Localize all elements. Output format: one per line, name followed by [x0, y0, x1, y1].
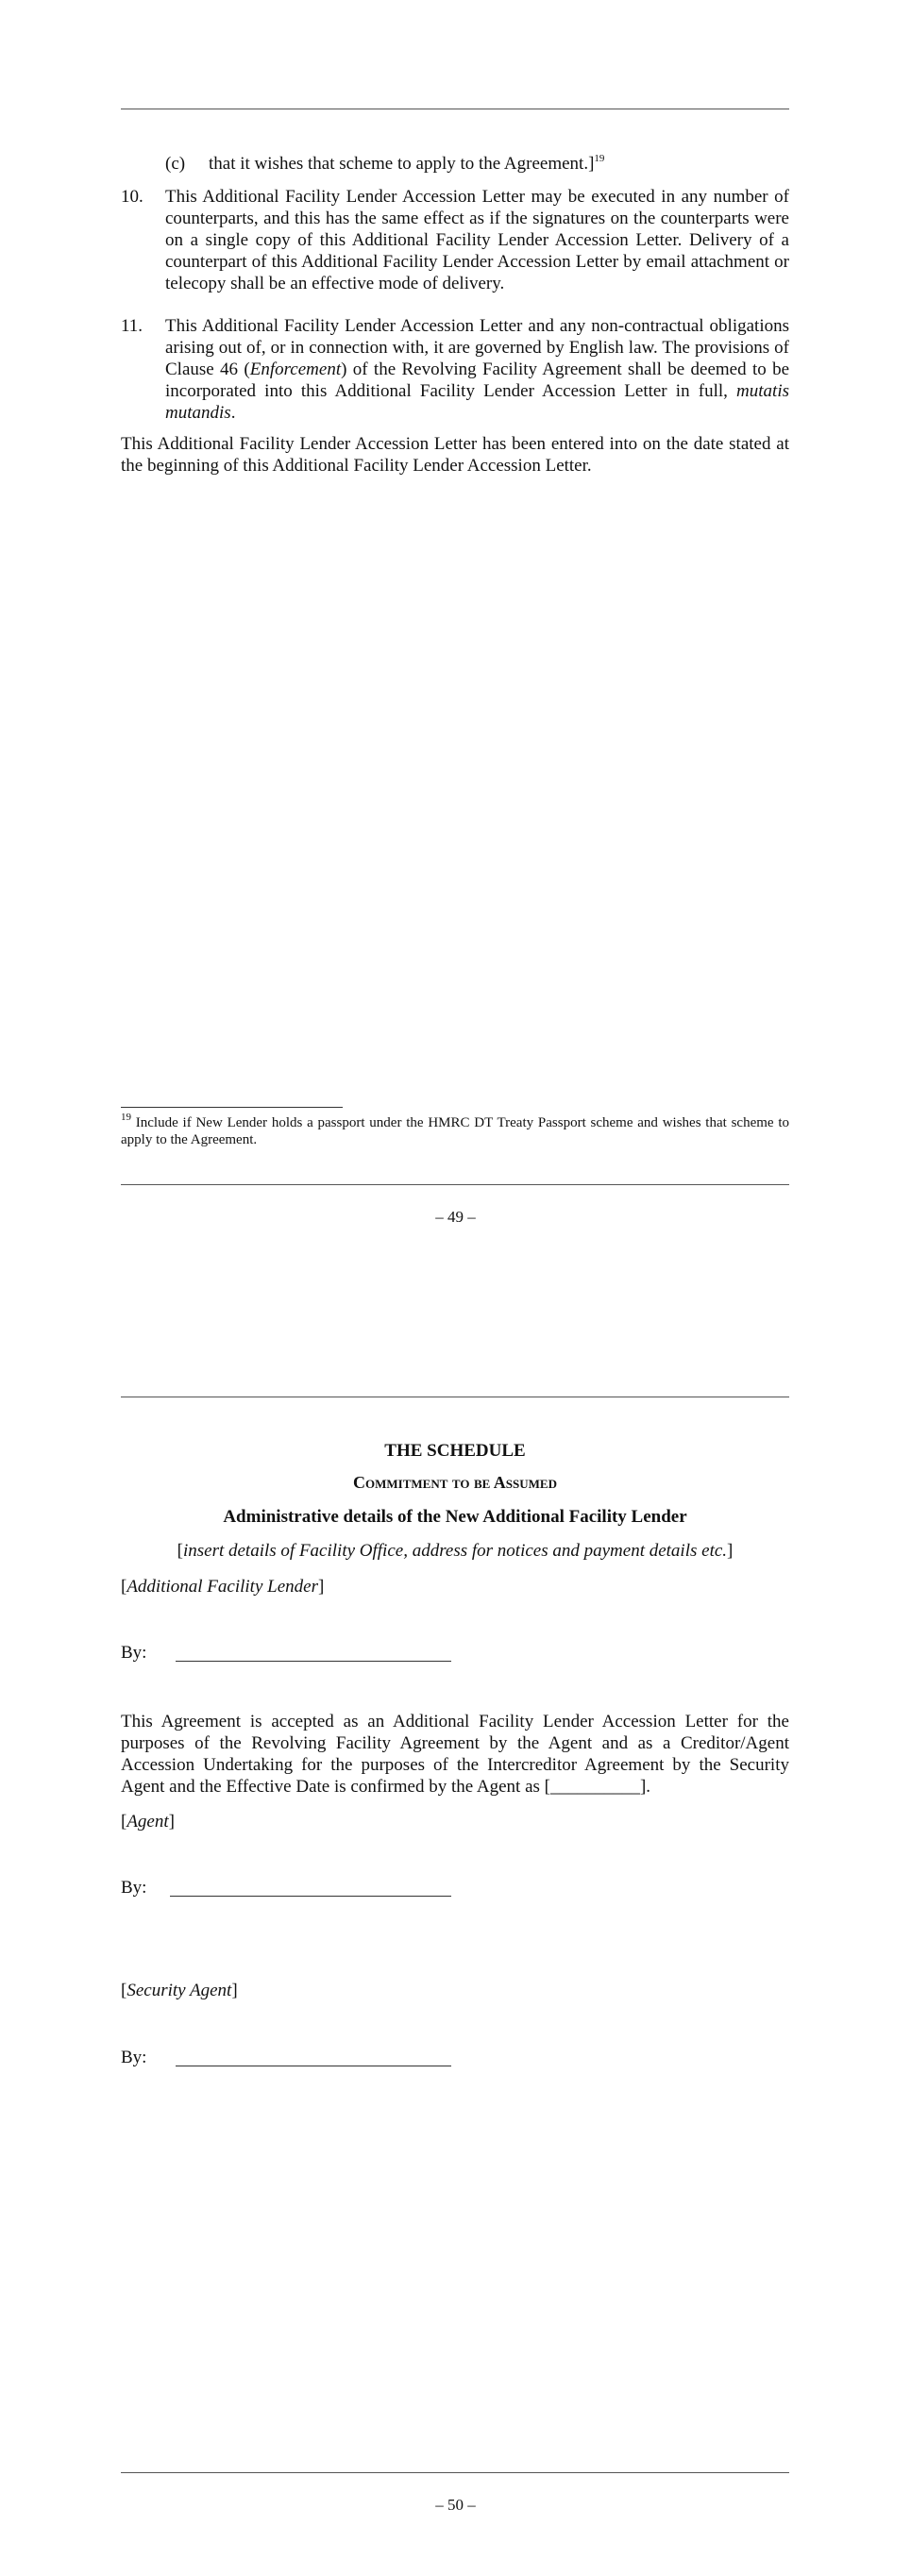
- clause-10-text: This Additional Facility Lender Accession Letter may be executed in any number of counterparts, and this has the same effect as if the signatures on the counterparts were on a single copy of this Additional Facility Lender Accession Letter. Delivery of a counterpart of this Additional Facility Lender Accession Letter by email attachment or telecopy shall be an effective mode of delivery.: [165, 187, 789, 293]
- schedule-subtitle: Commitment to be Assumed: [353, 1473, 557, 1492]
- clause-11-number: 11.: [121, 316, 143, 336]
- clause-11-part-a: This Additional Facility Lender Accession Letter and any non-contractual obligations arising out of, or in connection with, it are governed by English law. The provisions of Clause 46 (: [165, 316, 789, 379]
- lender-party-name: Additional Facility Lender: [127, 1577, 318, 1597]
- lender-signature-line: [176, 1661, 451, 1662]
- page-number-49: – 49 –: [435, 1208, 476, 1226]
- schedule-title: THE SCHEDULE: [384, 1441, 526, 1461]
- clause-11-part-c: .: [230, 403, 236, 423]
- security-agent-by-label: By:: [121, 2048, 147, 2067]
- item-c-body: that it wishes that scheme to apply to the Agreement.]: [209, 154, 595, 174]
- insert-open-bracket: [: [177, 1541, 183, 1561]
- footnote-19: [121, 1114, 789, 1148]
- clause-10-number: 10.: [121, 187, 143, 207]
- clause-11-part-b: ) of the Revolving Facility Agreement shall be deemed to be incorporated into this Additional Facility Lender Accession Letter in full,: [165, 360, 789, 401]
- agent-party-name: Agent: [127, 1812, 169, 1832]
- insert-details: [121, 1541, 789, 1562]
- agent-party-label: [Agent]: [121, 1812, 175, 1832]
- closing-paragraph: This Additional Facility Lender Accession Letter has been entered into on the date stated at the beginning of this Additional Facility Lender Accession Letter.: [121, 434, 789, 476]
- page-number-50: – 50 –: [435, 2496, 476, 2514]
- item-c-text: [209, 153, 789, 175]
- security-agent-party-label: [Security Agent]: [121, 1981, 238, 2000]
- footnote-separator: [121, 1107, 343, 1108]
- clause-11-mutatis: mutatis mutandis: [165, 381, 789, 423]
- clause-11-enforcement: Enforcement: [249, 360, 342, 379]
- page-50-bottom-rule: [121, 2472, 789, 2473]
- agent-signature-line: [170, 1896, 451, 1897]
- item-c-label: (c): [165, 154, 186, 174]
- schedule-heading: Administrative details of the New Additional Facility Lender: [223, 1507, 687, 1527]
- acceptance-paragraph: This Agreement is accepted as an Additional Facility Lender Accession Letter for the purposes of the Revolving Facility Agreement by the Agent and as a Creditor/Agent Accession Undertaking for the purposes of the Intercreditor Agreement by the Security Agent and the Effective Date is confirmed by the Agent as [__________].: [121, 1712, 789, 1797]
- lender-party-label: [Additional Facility Lender]: [121, 1577, 325, 1597]
- agent-by-label: By:: [121, 1878, 147, 1898]
- insert-details-text: insert details of Facility Office, address for notices and payment details etc.: [182, 1541, 728, 1561]
- footnote-ref-19: 19: [594, 152, 605, 164]
- clause-11-text: [165, 315, 789, 424]
- footnote-text: Include if New Lender holds a passport under the HMRC DT Treaty Passport scheme and wishes that scheme to apply to the Agreement.: [121, 1115, 789, 1147]
- insert-close-bracket: ]: [727, 1541, 734, 1561]
- security-agent-party-name: Security Agent: [127, 1981, 232, 2000]
- page-49-bottom-rule: [121, 1184, 789, 1185]
- lender-by-label: By:: [121, 1643, 147, 1663]
- footnote-number: 19: [121, 1112, 131, 1123]
